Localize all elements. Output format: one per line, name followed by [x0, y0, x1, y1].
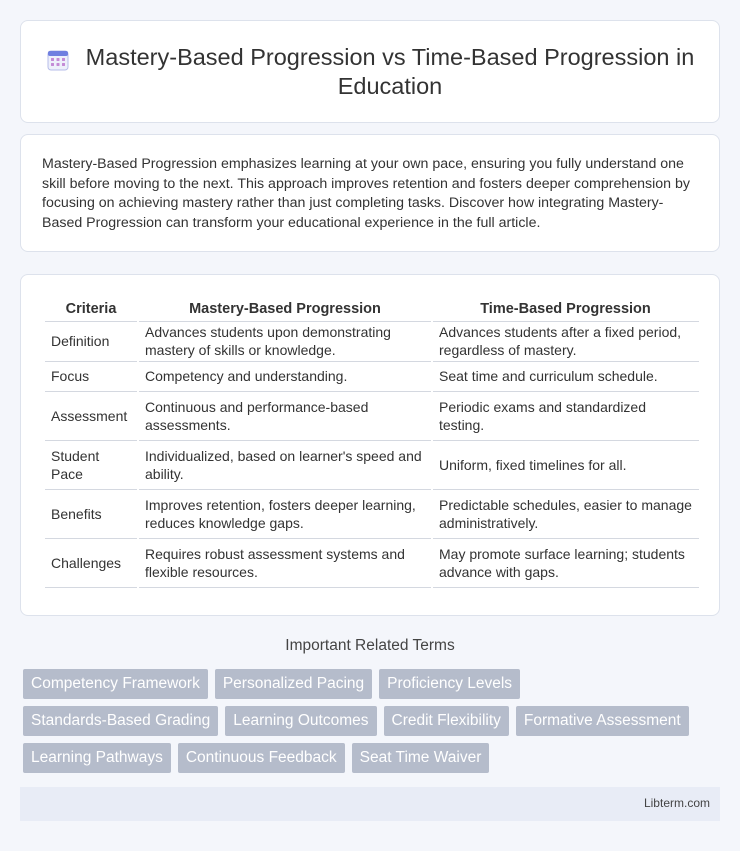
related-terms-title: Important Related Terms [285, 637, 455, 654]
row-criteria: Benefits [44, 489, 138, 538]
header-time: Time-Based Progression [432, 295, 699, 321]
table-row [44, 361, 699, 391]
intro-text: Mastery-Based Progression emphasizes learning at your own pace, ensuring you fully understand one skill before moving to the next. This approach improves retention and fosters deeper comprehension by focusing on achieving mastery rather than just completing tasks. Discover how integrating Mastery-Based Progression can transform your educational experience in the full article. [42, 156, 690, 231]
tag-standards-based-grading[interactable]: Standards-Based Grading [23, 706, 218, 736]
footer-site-link[interactable]: Libterm.com [643, 796, 710, 810]
row-mastery: Competency and understanding. [138, 361, 432, 391]
table-row [44, 489, 699, 538]
footer [20, 787, 720, 821]
table-header-row [44, 295, 699, 321]
intro-card [20, 134, 720, 252]
row-time: Uniform, fixed timelines for all. [432, 440, 699, 489]
tag-learning-outcomes[interactable]: Learning Outcomes [225, 706, 376, 736]
row-mastery: Continuous and performance-based assessments. [138, 391, 432, 440]
row-criteria: Focus [44, 361, 138, 391]
table-row [44, 440, 699, 489]
page-title: Mastery-Based Progression vs Time-Based Progression in Education [85, 43, 695, 99]
tag-row [23, 743, 723, 773]
row-mastery: Individualized, based on learner's speed and ability. [138, 440, 432, 489]
row-mastery: Advances students upon demonstrating mastery of skills or knowledge. [138, 321, 432, 361]
table-row [44, 391, 699, 440]
tag-row [23, 706, 723, 736]
tag-credit-flexibility[interactable]: Credit Flexibility [384, 706, 509, 736]
row-criteria: Student Pace [44, 440, 138, 489]
header-mastery: Mastery-Based Progression [138, 295, 432, 321]
row-criteria: Definition [44, 321, 138, 361]
row-time: Seat time and curriculum schedule. [432, 361, 699, 391]
table-row [44, 538, 699, 587]
tag-row [23, 669, 723, 699]
tag-proficiency-levels[interactable]: Proficiency Levels [379, 669, 520, 699]
tag-formative-assessment[interactable]: Formative Assessment [516, 706, 689, 736]
header-card [20, 20, 720, 123]
row-time: Predictable schedules, easier to manage administratively. [432, 489, 699, 538]
row-mastery: Requires robust assessment systems and flexible resources. [138, 538, 432, 587]
tag-personalized-pacing[interactable]: Personalized Pacing [215, 669, 372, 699]
tag-competency-framework[interactable]: Competency Framework [23, 669, 208, 699]
tag-learning-pathways[interactable]: Learning Pathways [23, 743, 171, 773]
row-mastery: Improves retention, fosters deeper learning, reduces knowledge gaps. [138, 489, 432, 538]
row-time: May promote surface learning; students advance with gaps. [432, 538, 699, 587]
tag-continuous-feedback[interactable]: Continuous Feedback [178, 743, 345, 773]
calendar-icon [45, 47, 71, 73]
row-criteria: Assessment [44, 391, 138, 440]
row-time: Periodic exams and standardized testing. [432, 391, 699, 440]
header-criteria: Criteria [44, 295, 138, 321]
row-time: Advances students after a fixed period, regardless of mastery. [432, 321, 699, 361]
table-row [44, 321, 699, 361]
row-criteria: Challenges [44, 538, 138, 587]
related-terms [23, 669, 723, 780]
tag-seat-time-waiver[interactable]: Seat Time Waiver [352, 743, 490, 773]
comparison-table [43, 295, 699, 588]
comparison-table-card [20, 274, 720, 616]
